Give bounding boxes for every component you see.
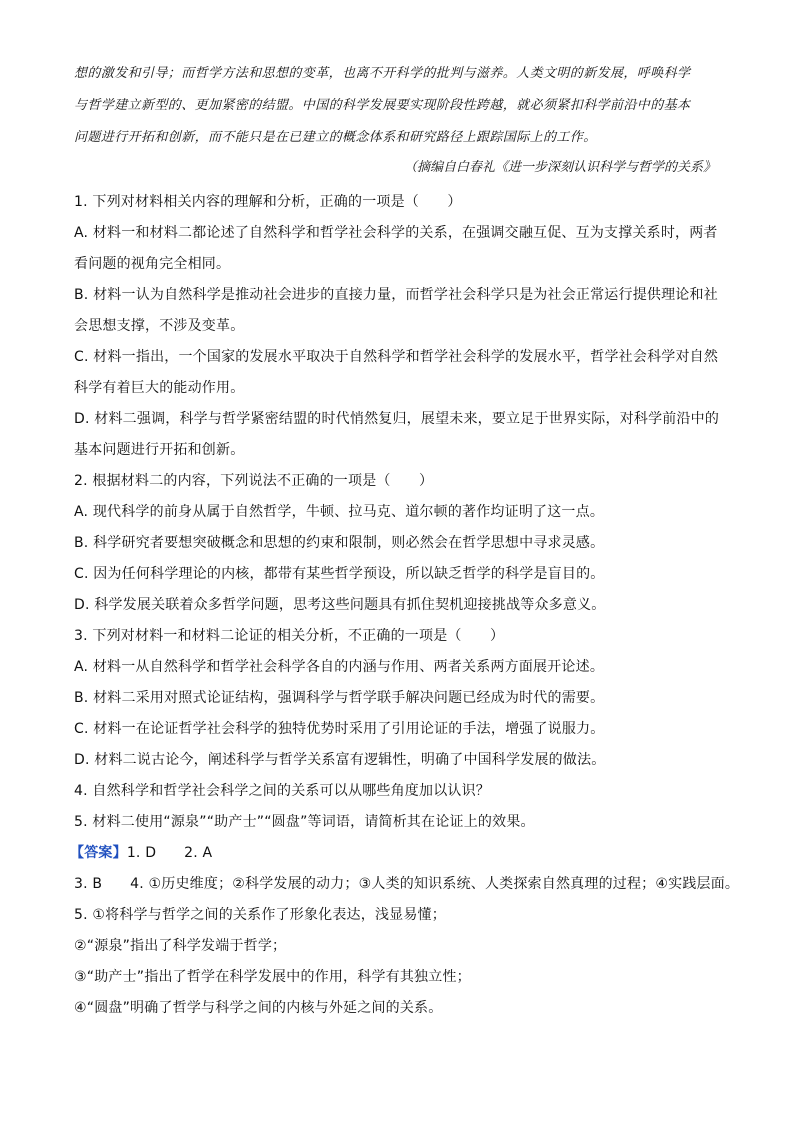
question-2-option-b: B. 科学研究者要想突破概念和思想的约束和限制，则必然会在哲学思想中寻求灵感。 bbox=[74, 535, 605, 551]
answer-tag: 【答案】 bbox=[70, 845, 127, 861]
question-1-option-c: C. 材料一指出，一个国家的发展水平取决于自然科学和哲学社会科学的发展水平，哲学社会科学对自然 bbox=[74, 349, 719, 365]
answer-4: 4. ①历史维度；②科学发展的动力；③人类的知识系统、人类探索自然真理的过程；④实践层面。 bbox=[130, 876, 740, 892]
question-1-option-c-cont: 科学有着巨大的能动作用。 bbox=[74, 380, 245, 396]
question-2-option-c: C. 因为任何科学理论的内核，都带有某些哲学预设，所以缺乏哲学的科学是盲目的。 bbox=[74, 566, 605, 582]
question-2-option-d: D. 科学发展关联着众多哲学问题，思考这些问题具有抓住契机迎接挑战等众多意义。 bbox=[74, 597, 606, 613]
question-1-option-a-cont: 看问题的视角完全相同。 bbox=[74, 256, 231, 272]
passage-line: 问题进行开拓和创新，而不能只是在已建立的概念体系和研究路径上跟踪国际上的工作。 bbox=[74, 130, 597, 145]
answer-row-2 bbox=[74, 873, 739, 893]
question-3-option-a: A. 材料一从自然科学和哲学社会科学各自的内涵与作用、两者关系两方面展开论述。 bbox=[74, 659, 605, 675]
question-1-option-d-cont: 基本问题进行开拓和创新。 bbox=[74, 442, 245, 458]
question-4-stem: 4. 自然科学和哲学社会科学之间的关系可以从哪些角度加以认识？ bbox=[74, 783, 491, 799]
question-2-option-a: A. 现代科学的前身从属于自然哲学，牛顿、拉马克、道尔顿的著作均证明了这一点。 bbox=[74, 504, 605, 520]
answer-5-line: ③“助产士”指出了哲学在科学发展中的作用，科学有其独立性； bbox=[74, 969, 471, 985]
answer-5-line: ②“源泉”指出了科学发端于哲学； bbox=[74, 938, 287, 954]
answer-3: 3. B bbox=[74, 876, 103, 892]
passage-source: （摘编自白春礼《进一步深刻认识科学与哲学的关系》 bbox=[403, 160, 716, 175]
question-3-stem: 3. 下列对材料一和材料二论证的相关分析，不正确的一项是（ ） bbox=[74, 628, 505, 644]
question-2-stem: 2. 根据材料二的内容，下列说法不正确的一项是（ ） bbox=[74, 473, 434, 489]
answer-5-line: 5. ①将科学与哲学之间的关系作了形象化表达，浅显易懂； bbox=[74, 907, 446, 923]
answer-row-1 bbox=[70, 842, 212, 862]
passage-excerpt bbox=[74, 58, 720, 154]
question-5-stem: 5. 材料二使用“源泉”“助产士”“圆盘”等词语，请简析其在论证上的效果。 bbox=[74, 814, 535, 830]
answer-5-line: ④“圆盘”明确了哲学与科学之间的内核与外延之间的关系。 bbox=[74, 1000, 443, 1016]
question-1-option-b: B. 材料一认为自然科学是推动社会进步的直接力量，而哲学社会科学只是为社会正常运行提供理论和社 bbox=[74, 287, 718, 303]
question-3-option-d: D. 材料二说古论今，阐述科学与哲学关系富有逻辑性，明确了中国科学发展的做法。 bbox=[74, 752, 606, 768]
question-1-option-a: A. 材料一和材料二都论述了自然科学和哲学社会科学的关系，在强调交融互促、互为支撑关系时，两者 bbox=[74, 225, 718, 241]
question-1-stem: 1. 下列对材料相关内容的理解和分析，正确的一项是（ ） bbox=[74, 194, 462, 210]
passage-line: 想的激发和引导；而哲学方法和思想的变革，也离不开科学的批判与滋养。人类文明的新发展，呼唤科学 bbox=[74, 66, 691, 81]
question-1-option-d: D. 材料二强调，科学与哲学紧密结盟的时代悄然复归，展望未来，要立足于世界实际，对科学前沿中的 bbox=[74, 411, 720, 427]
answer-1: 1. D bbox=[126, 845, 157, 861]
answer-2: 2. A bbox=[184, 845, 213, 861]
question-3-option-c: C. 材料一在论证哲学社会科学的独特优势时采用了引用论证的手法，增强了说服力。 bbox=[74, 721, 605, 737]
question-3-option-b: B. 材料二采用对照式论证结构，强调科学与哲学联手解决问题已经成为时代的需要。 bbox=[74, 690, 605, 706]
passage-line: 与哲学建立新型的、更加紧密的结盟。中国的科学发展要实现阶段性跨越，就必须紧扣科学前沿中的基本 bbox=[74, 98, 691, 113]
question-1-option-b-cont: 会思想支撑，不涉及变革。 bbox=[74, 318, 245, 334]
